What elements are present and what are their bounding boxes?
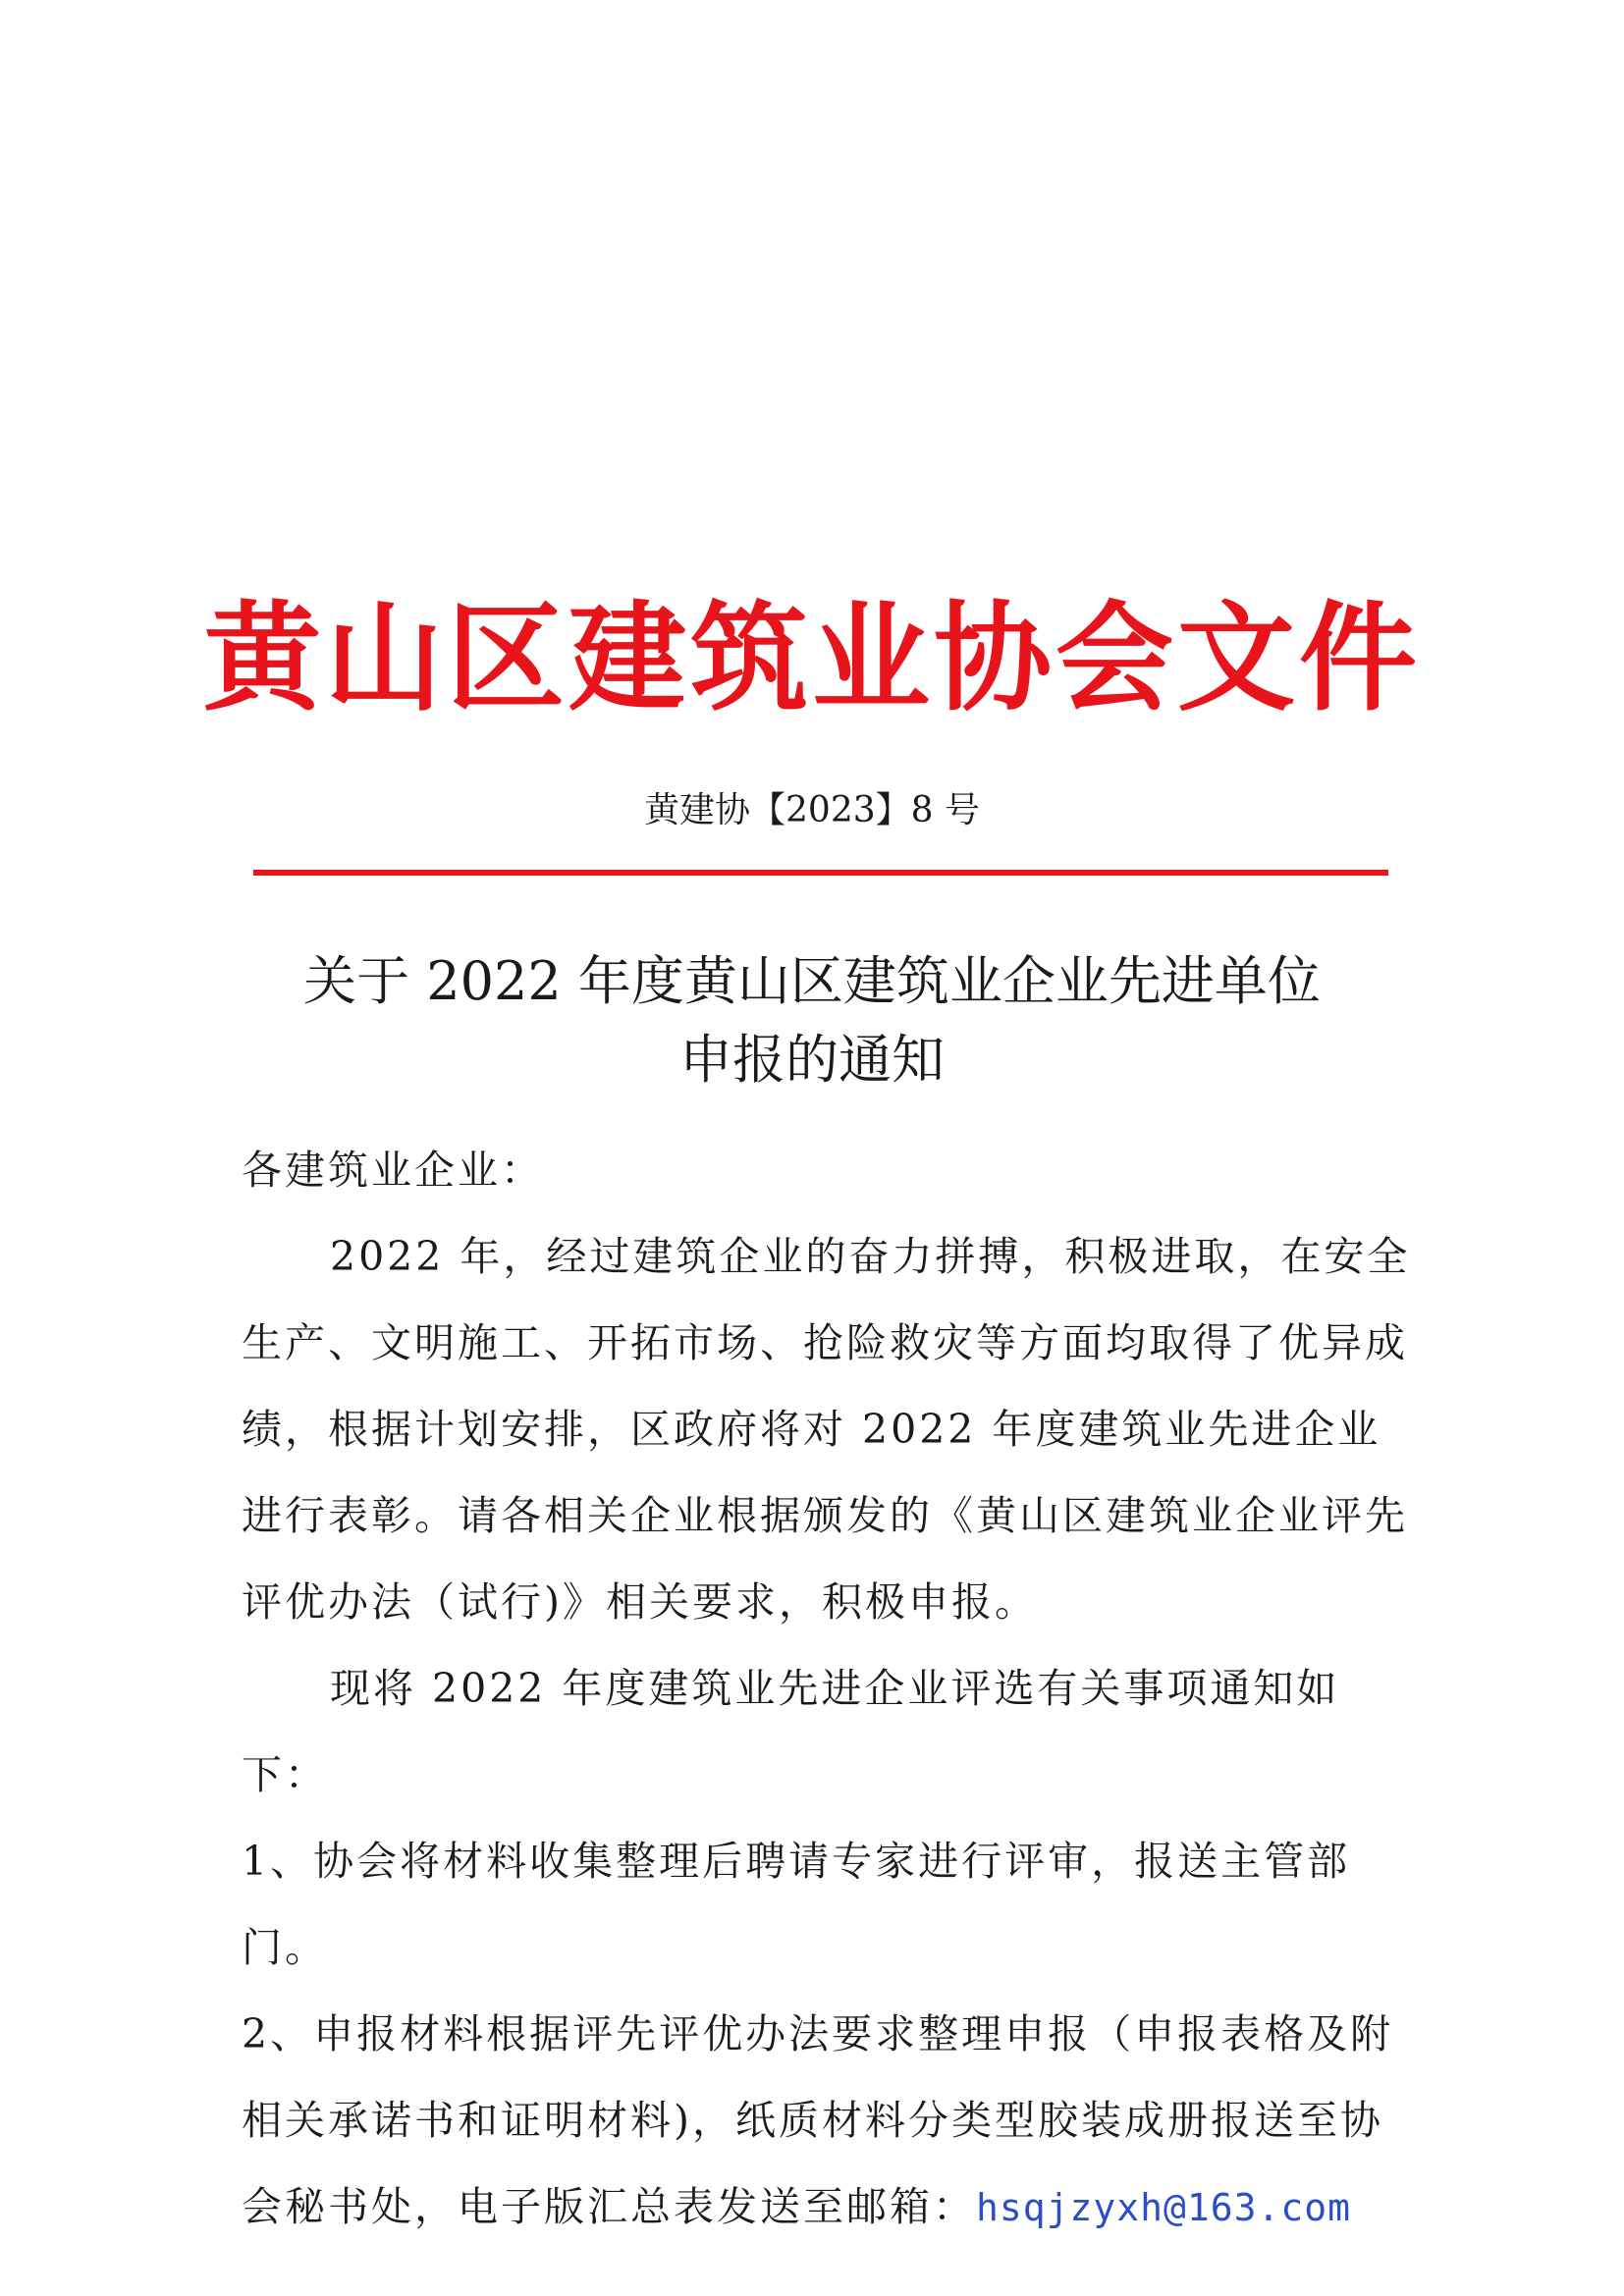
email-link[interactable]: hsqjzyxh@163.com <box>976 2186 1352 2229</box>
red-divider-line <box>253 870 1388 876</box>
document-number: 黄建协【2023】8 号 <box>644 790 980 830</box>
salutation: 各建筑业企业： <box>242 1147 544 1194</box>
body-paragraph-1: 2022 年，经过建筑企业的奋力拼搏，积极进取，在安全生产、文明施工、开拓市场、抢险救灾等方面均取得了优异成绩，根据计划安排，区政府将对 2022 年度建筑业先进企业进行表彰。请各相关企业根据颁发的《黄山区建筑业企业评先评优办法（试行)》相关要求，积极申报。 <box>242 1233 1411 1626</box>
notice-title-line-2: 申报的通知 <box>679 1029 945 1091</box>
list-item-2 <box>242 1991 1420 2251</box>
notice-title-line-1: 关于 2022 年度黄山区建筑业企业先进单位 <box>303 950 1321 1012</box>
list-item-1: 1、协会将材料收集整理后聘请专家进行评审，报送主管部门。 <box>242 1838 1351 1971</box>
masthead-title: 黄山区建筑业协会文件 <box>203 591 1421 727</box>
notice-title <box>196 942 1428 1099</box>
body-paragraph-2: 现将 2022 年度建筑业先进企业评选有关事项通知如下： <box>242 1665 1340 1798</box>
notice-body <box>242 1127 1420 2251</box>
list-item-2-text: 2、申报材料根据评先评优办法要求整理申报（申报表格及附相关承诺书和证明材料)，纸质材料分类型胶装成册报送至协会秘书处，电子版汇总表发送至邮箱： <box>242 2010 1394 2230</box>
